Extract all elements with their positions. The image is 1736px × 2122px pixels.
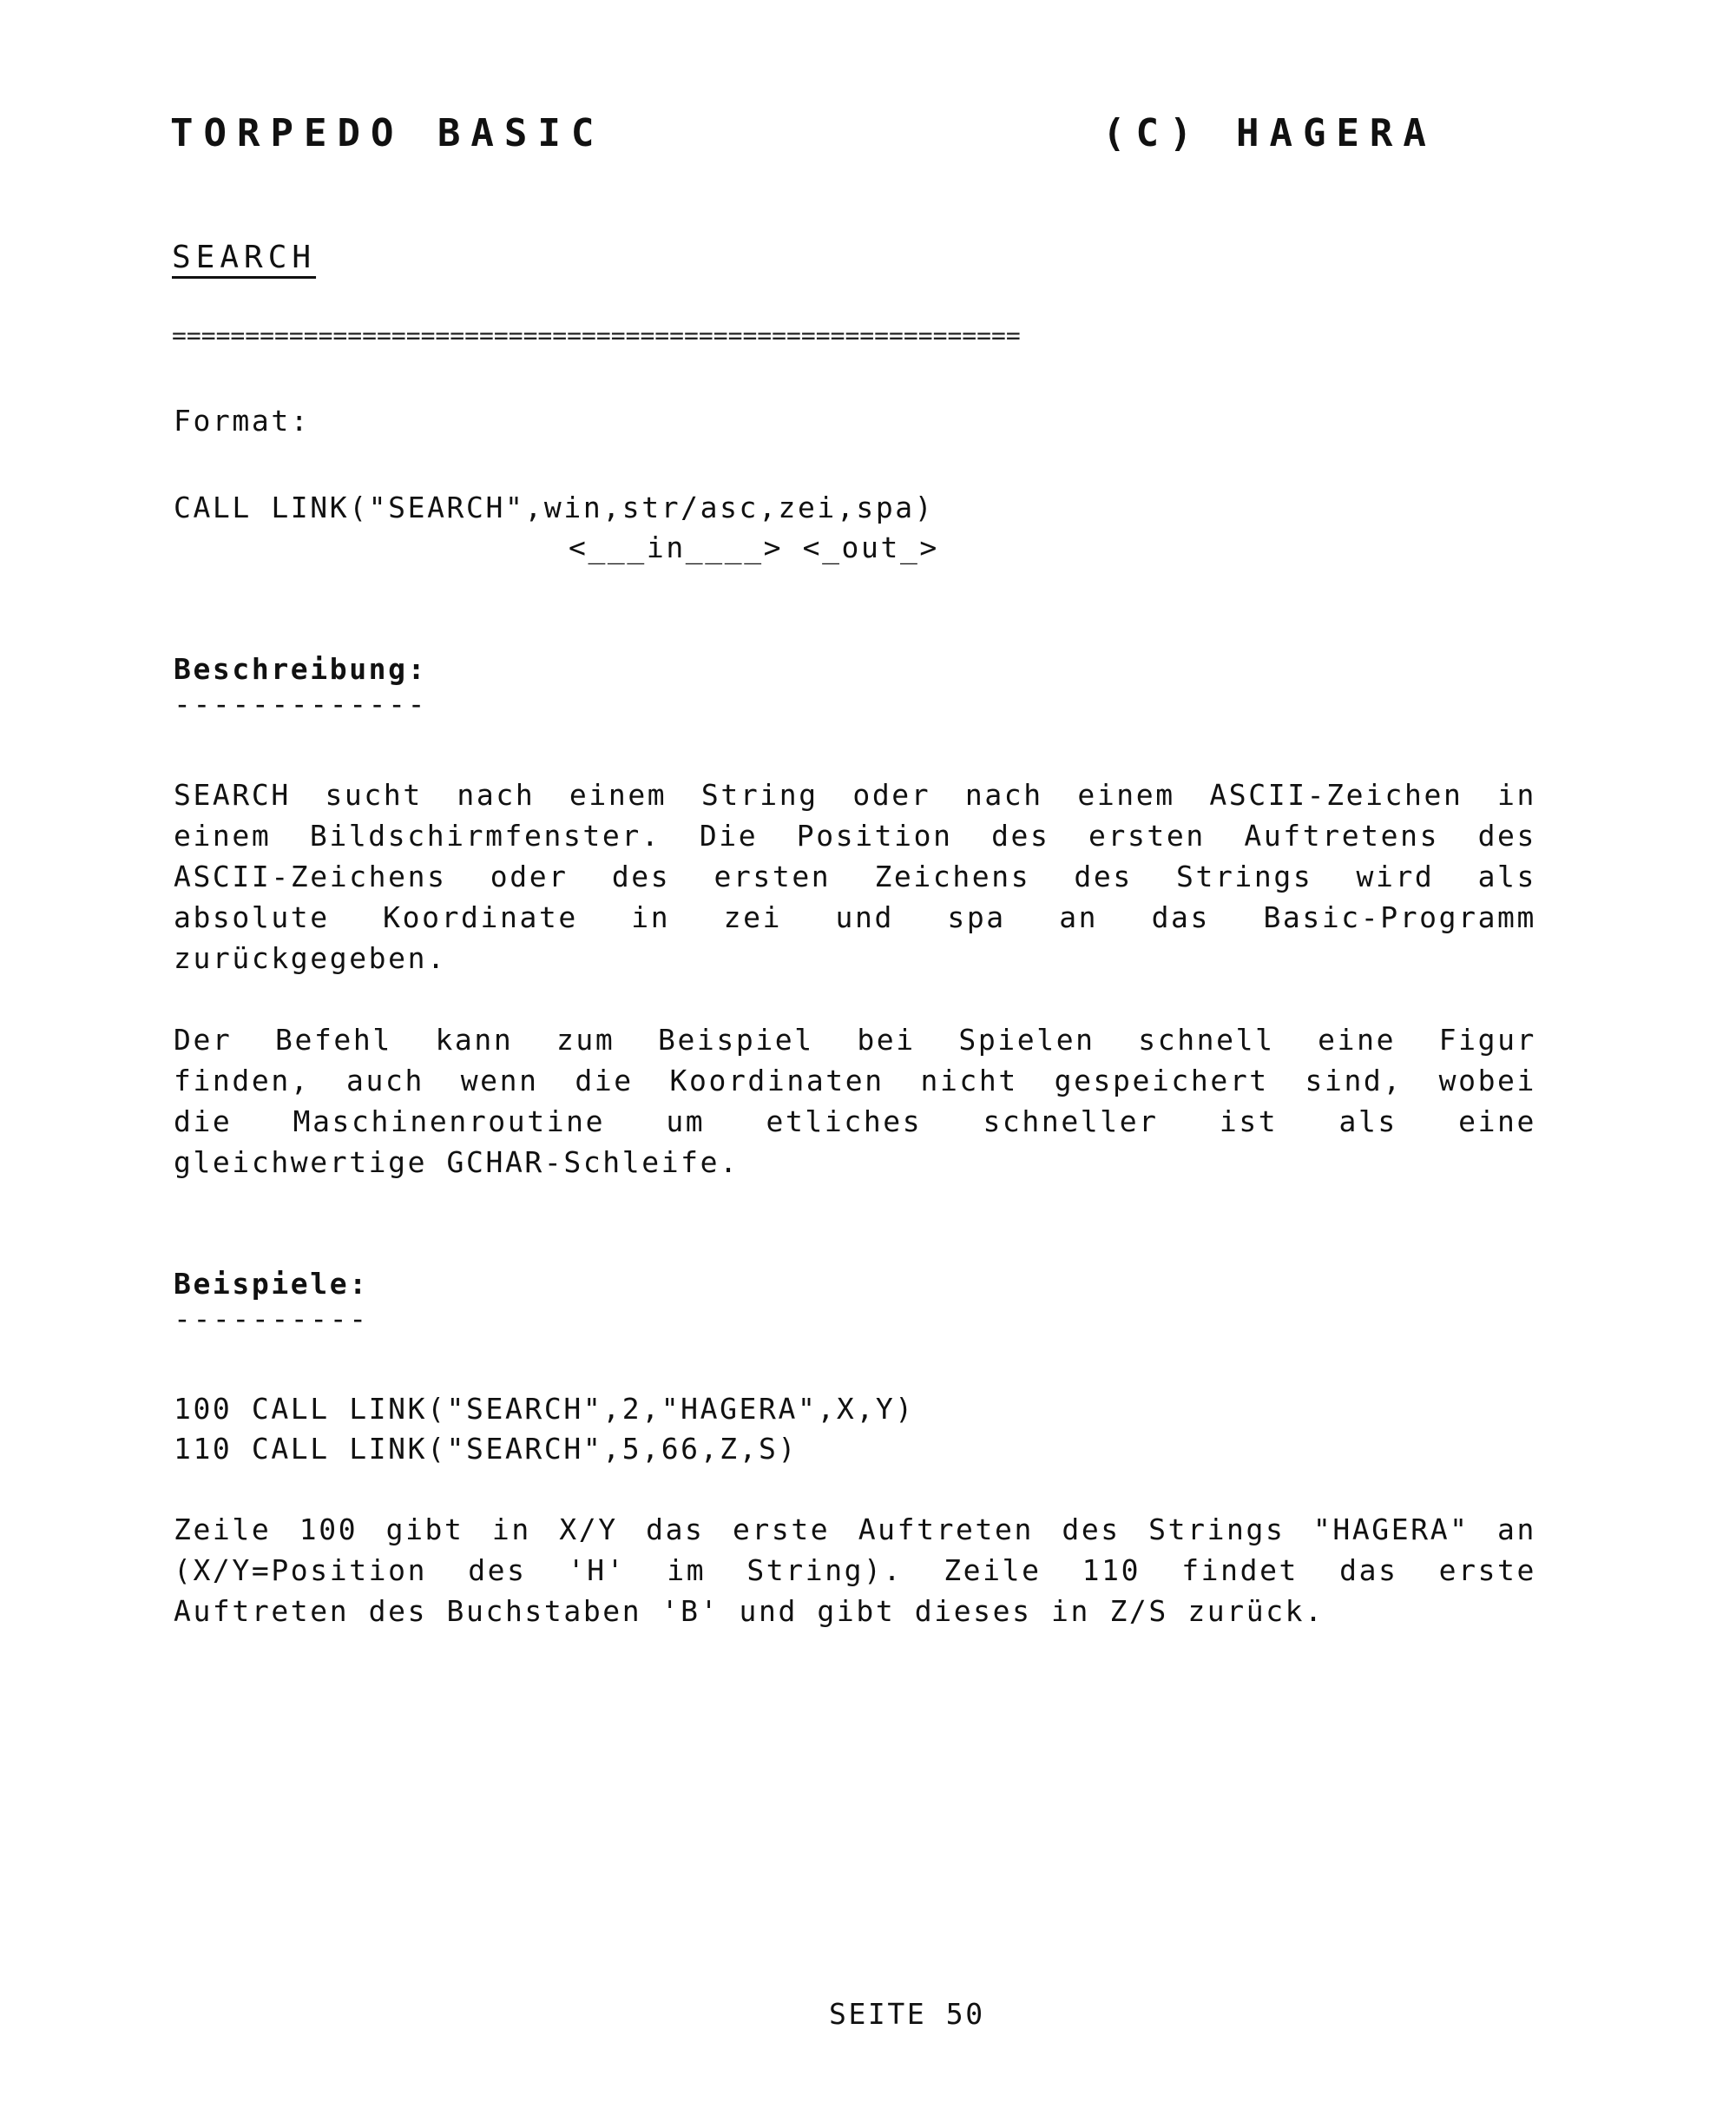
paragraph-line: SEARCH sucht nach einem String oder nach einem ASCII-Zeichen in: [174, 778, 1536, 812]
paragraph-line: Zeile 100 gibt in X/Y das erste Auftreten des Strings "HAGERA" an: [174, 1512, 1536, 1546]
paragraph-line: die Maschinenroutine um etliches schneller ist als eine: [174, 1104, 1536, 1138]
examples-underline: ----------: [174, 1302, 369, 1335]
examples-label: Beispiele:: [174, 1267, 369, 1301]
paragraph-line: einem Bildschirmfenster. Die Position des ersten Auftretens des: [174, 819, 1536, 853]
description-paragraph-1: [174, 774, 1536, 979]
example-code-line: 110 CALL LINK("SEARCH",5,66,Z,S): [174, 1432, 798, 1466]
paragraph-line: ASCII-Zeichens oder des ersten Zeichens des Strings wird als: [174, 860, 1536, 893]
paragraph-line: zurückgegeben.: [174, 941, 447, 975]
examples-explanation: [174, 1509, 1536, 1631]
section-title: SEARCH: [172, 240, 317, 275]
page-number: SEITE 50: [829, 1997, 985, 2031]
section-rule: ==========================================================: [172, 321, 1021, 350]
example-code-line: 100 CALL LINK("SEARCH",2,"HAGERA",X,Y): [174, 1392, 915, 1426]
paragraph-line: finden, auch wenn die Koordinaten nicht gespeichert sind, wobei: [174, 1064, 1536, 1097]
paragraph-line: Der Befehl kann zum Beispiel bei Spielen schnell eine Figur: [174, 1023, 1536, 1057]
description-paragraph-2: [174, 1019, 1536, 1183]
format-label: Format:: [174, 404, 311, 438]
description-label: Beschreibung:: [174, 652, 428, 686]
header-title: TORPEDO BASIC: [170, 111, 605, 155]
paragraph-line: gleichwertige GCHAR-Schleife.: [174, 1145, 740, 1179]
description-underline: -------------: [174, 687, 428, 721]
paragraph-line: Auftreten des Buchstaben 'B' und gibt dieses in Z/S zurück.: [174, 1594, 1325, 1628]
format-params: <___in____> <_out_>: [569, 530, 939, 564]
header-copyright: (C) HAGERA: [1102, 111, 1437, 155]
paragraph-line: (X/Y=Position des 'H' im String). Zeile 110 findet das erste: [174, 1553, 1536, 1587]
format-syntax: CALL LINK("SEARCH",win,str/asc,zei,spa): [174, 491, 935, 524]
paragraph-line: absolute Koordinate in zei und spa an das Basic-Programm: [174, 900, 1536, 934]
